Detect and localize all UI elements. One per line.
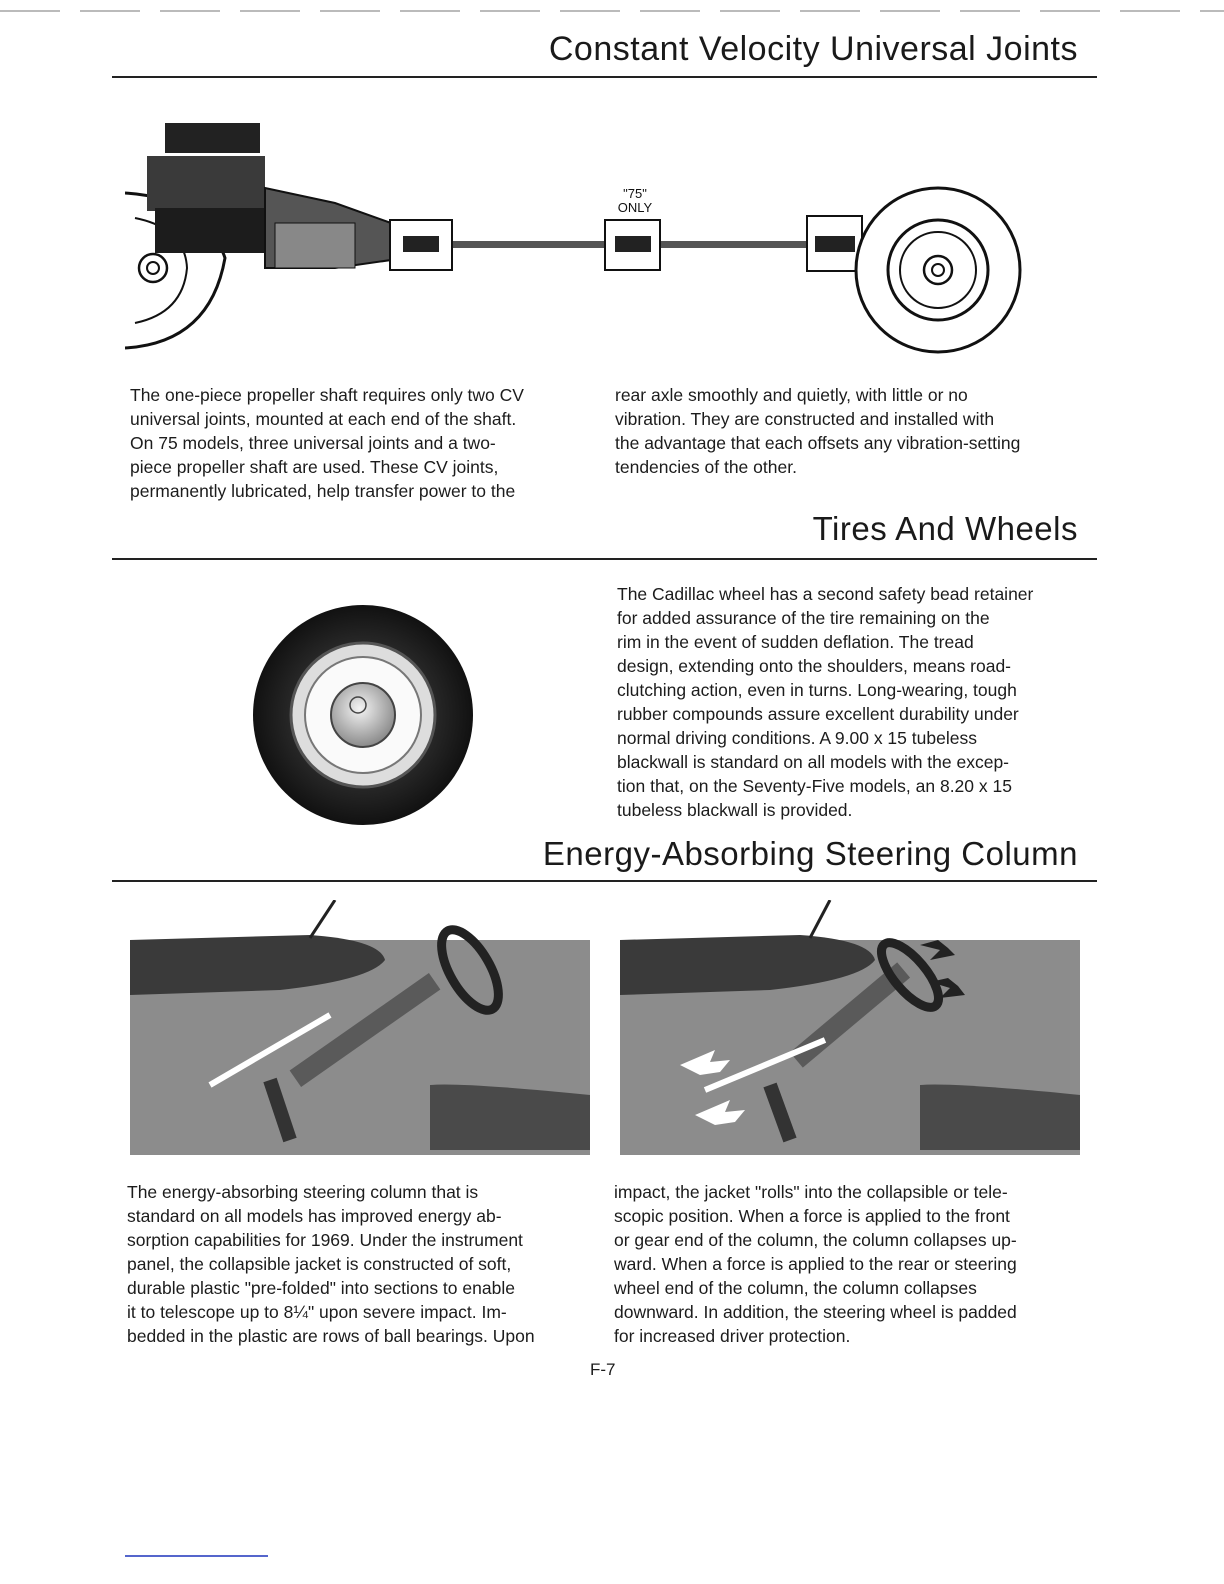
heading-tires-wheels: Tires And Wheels: [812, 510, 1078, 547]
steering-text-right: impact, the jacket "rolls" into the collapsible or tele- scopic position. When a force is applied to the front or gear end of the column, the column collapses up- ward. When a force is applied to the rear or steering wheel end of the column, the column collapses downward. In addition, the steering wheel is padded for increased driver protection.: [614, 1182, 1017, 1346]
rule-tires: [112, 558, 1097, 560]
steering-text-left: The energy-absorbing steering column that is standard on all models has improved energy ab- sorption capabilities for 1969. Under the instrument panel, the collapsible jacket is constructed of soft, durable plastic "pre-folded" into sections to enable it to telescope up to 8¼" upon severe impact. Im- bedded in the plastic are rows of ball bearings. Upon: [127, 1182, 535, 1346]
page-number: F-7: [590, 1360, 616, 1379]
steering-figure-left: [130, 900, 590, 1160]
rear-wheel: [856, 188, 1020, 352]
rule-cv: [112, 76, 1097, 78]
heading-steering-column: Energy-Absorbing Steering Column: [542, 835, 1078, 872]
label-75-only-line1: "75": [623, 186, 647, 201]
tires-text: The Cadillac wheel has a second safety bead retainer for added assurance of the tire remaining on the rim in the event of sudden deflation. The tread design, extending onto the shoulders, means road- clutching action, even in turns. Long-wearing, tough rubber compounds assure excellent durability under normal driving conditions. A 9.00 x 15 tubeless blackwall is standard on all models with the excep- tion that, on the Seventy-Five models, an 8.20 x 15 tubeless blackwall is provided.: [617, 584, 1034, 820]
wheel-photo: [248, 600, 478, 830]
label-75-only-line2: ONLY: [617, 200, 653, 215]
cv-text-right: rear axle smoothly and quietly, with little or no vibration. They are constructed and installed with the advantage that each offsets any vibration-setting tendencies of the other.: [615, 385, 1021, 477]
scan-edge: [0, 10, 1224, 12]
engine-transmission: [147, 123, 405, 268]
cv-text-left: The one-piece propeller shaft requires only two CV universal joints, mounted at each end of the shaft. On 75 models, three universal joints and a two- piece propeller shaft are used. These CV joints, permanently lubricated, help transfer power to the: [130, 385, 524, 501]
rule-steering: [112, 880, 1097, 882]
drivetrain-diagram: [125, 108, 1025, 358]
steering-figure-right: [620, 900, 1080, 1160]
heading-cv-joints: Constant Velocity Universal Joints: [548, 30, 1078, 68]
page-edge-mark: [125, 1555, 268, 1557]
